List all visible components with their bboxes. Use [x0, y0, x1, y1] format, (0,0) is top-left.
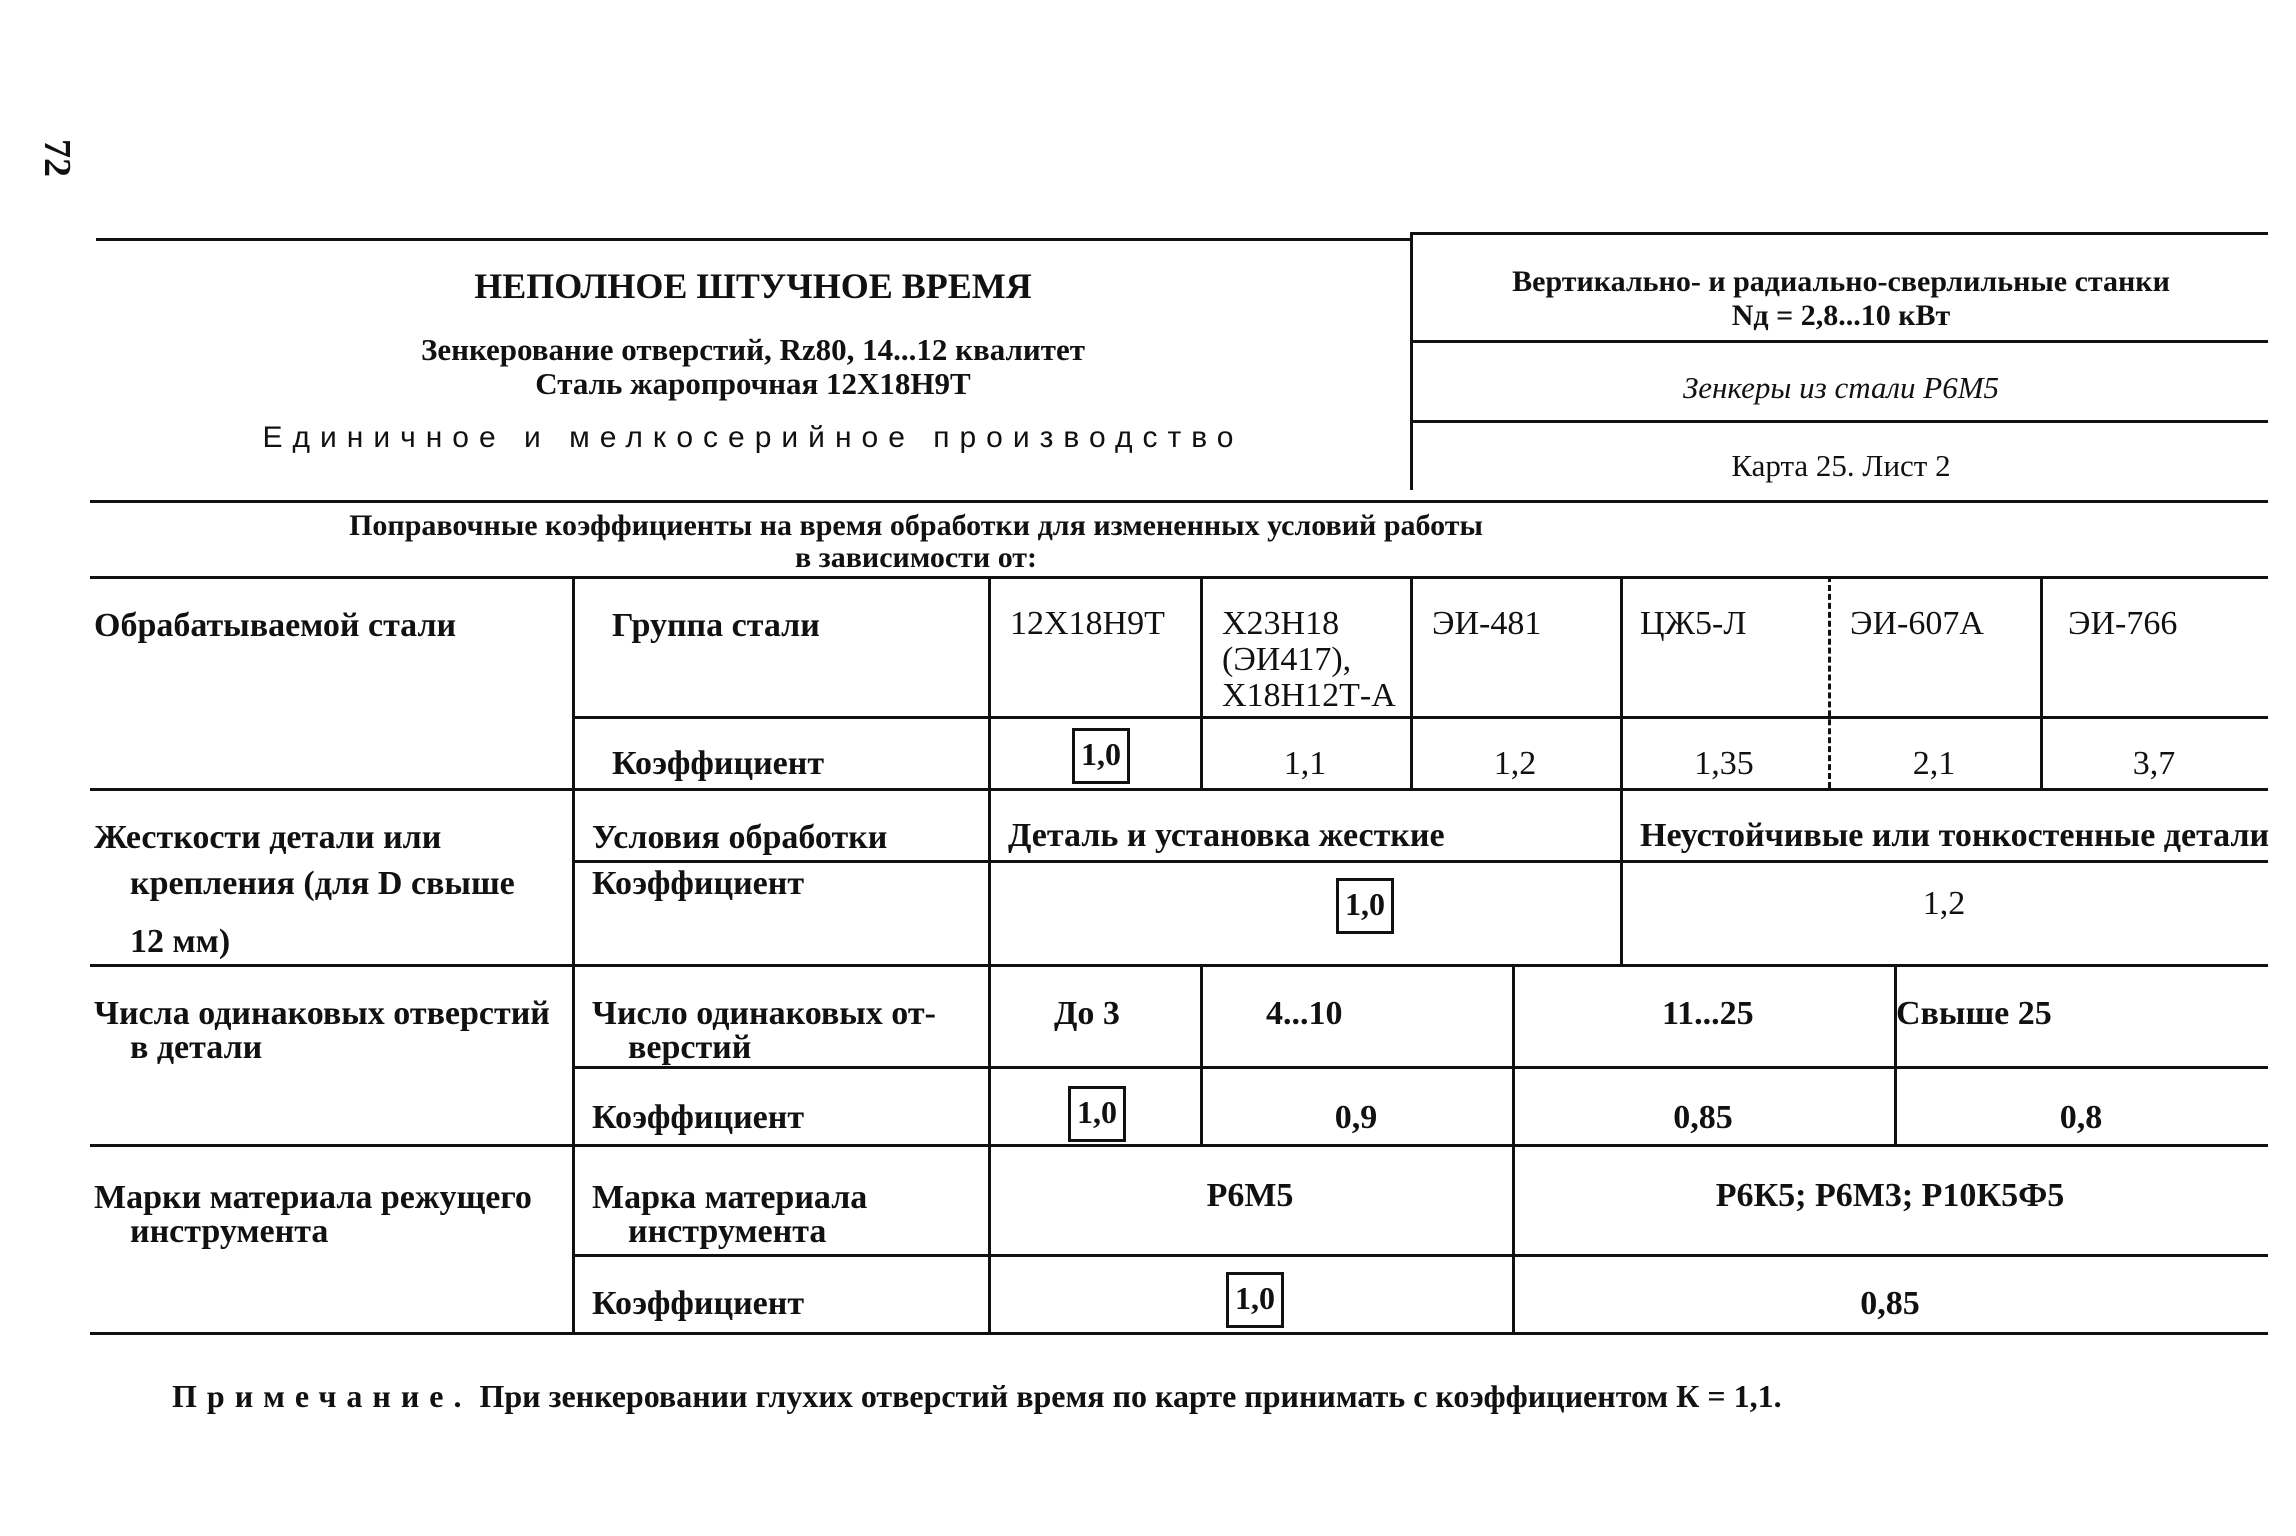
- tool-coef-label: Коэффициент: [592, 1285, 805, 1322]
- steel-group-5: ЭИ-607А: [1850, 605, 1984, 642]
- tool-grade-label-1: Марка материала: [592, 1179, 868, 1216]
- tool-grade-2: Р6К5; Р6М3; Р10К5Ф5: [1715, 1177, 2065, 1214]
- rigidity-condition-2: Неустойчивые или тонкостенные детали: [1640, 817, 2270, 854]
- rigidity-factor-line-3: 12 мм): [130, 923, 231, 960]
- header-machines-2: Nд = 2,8...10 кВт: [1731, 299, 1951, 332]
- holes-factor-line-1: Числа одинаковых отверстий: [94, 995, 550, 1032]
- holes-count-2: 4...10: [1266, 995, 1343, 1032]
- steel-coef-6: 3,7: [2132, 745, 2176, 782]
- table-title-1: Поправочные коэффициенты на время обработки для измененных условий работы: [349, 509, 1483, 542]
- steel-group-3: ЭИ-481: [1432, 605, 1542, 642]
- rigidity-factor-line-2: крепления (для D свыше: [130, 865, 515, 902]
- tool-factor-line-2: инструмента: [130, 1213, 329, 1250]
- steel-coef-5: 2,1: [1912, 745, 1956, 782]
- holes-coef-1: 1,0: [1068, 1086, 1126, 1142]
- header-divider: [1410, 232, 1413, 490]
- table-title-2: в зависимости от:: [794, 541, 1038, 574]
- tool-grade-label-2: инструмента: [628, 1213, 827, 1250]
- note-text: При зенкеровании глухих отверстий время по карте принимать с коэффициентом К = 1,1.: [479, 1378, 1782, 1414]
- header-top-rule-left: [96, 238, 1412, 241]
- holes-count-3: 11...25: [1662, 995, 1754, 1032]
- steel-group-6: ЭИ-766: [2068, 605, 2178, 642]
- holes-coef-3: 0,85: [1673, 1099, 1733, 1136]
- section-rule-1: [90, 788, 2268, 791]
- header-subtitle-2: Сталь жаропрочная 12Х18Н9Т: [535, 366, 971, 401]
- steel-div-1: [988, 576, 991, 788]
- steel-group-2b: (ЭИ417),: [1222, 641, 1352, 678]
- note-label: Примечание.: [172, 1378, 472, 1414]
- tool-div-1: [988, 1144, 991, 1334]
- page-number: 72: [36, 139, 78, 177]
- table-bottom-rule: [90, 1332, 2268, 1335]
- holes-count-4: Свыше 25: [1896, 995, 2052, 1032]
- steel-factor-label: Обрабатываемой стали: [94, 607, 457, 644]
- steel-group-2a: Х23Н18: [1222, 605, 1340, 642]
- holes-row-rule: [572, 1066, 2268, 1069]
- steel-group-1: 12Х18Н9Т: [1010, 605, 1165, 642]
- holes-div-1: [988, 964, 991, 1144]
- tool-coef-2: 0,85: [1860, 1285, 1920, 1322]
- steel-coef-4: 1,35: [1694, 745, 1754, 782]
- factor-column-divider: [572, 576, 575, 1334]
- rigidity-row-rule: [572, 860, 2268, 863]
- tool-coef-1: 1,0: [1226, 1272, 1284, 1328]
- rigidity-coef-2: 1,2: [1922, 885, 1966, 922]
- rigidity-condition-1: Деталь и установка жесткие: [1008, 817, 1445, 854]
- holes-coef-4: 0,8: [2059, 1099, 2103, 1136]
- header-rule-machines: [1412, 340, 2268, 343]
- steel-group-4: ЦЖ5-Л: [1640, 605, 1747, 642]
- note: [172, 1378, 1782, 1414]
- rigidity-factor-line-1: Жесткости детали или: [94, 819, 442, 856]
- steel-coef-2: 1,1: [1283, 745, 1327, 782]
- holes-factor-line-2: в детали: [130, 1029, 263, 1066]
- steel-group-label: Группа стали: [612, 607, 820, 644]
- holes-count-1: До 3: [1054, 995, 1120, 1032]
- header-rule-tools: [1412, 420, 2268, 423]
- tool-grade-1: Р6М5: [1206, 1177, 1294, 1214]
- steel-coef-3: 1,2: [1493, 745, 1537, 782]
- header-machines-1: Вертикально- и радиально-сверлильные станки: [1512, 265, 2170, 298]
- rigidity-div-2: [1620, 788, 1623, 964]
- header-production: Единичное и мелкосерийное производство: [262, 421, 1244, 454]
- steel-coef-1: 1,0: [1072, 728, 1130, 784]
- header-tools: Зенкеры из стали Р6М5: [1682, 370, 2000, 405]
- section-rule-2: [90, 964, 2268, 967]
- rigidity-div-1: [988, 788, 991, 964]
- rigidity-coef-label: Коэффициент: [592, 865, 805, 902]
- holes-coef-2: 0,9: [1334, 1099, 1378, 1136]
- header-subtitle-1: Зенкерование отверстий, Rz80, 14...12 квалитет: [420, 332, 1086, 367]
- tool-factor-line-1: Марки материала режущего: [94, 1179, 532, 1216]
- holes-count-label-2: верстий: [628, 1029, 752, 1066]
- header-title: НЕПОЛНОЕ ШТУЧНОЕ ВРЕМЯ: [474, 266, 1032, 306]
- steel-coef-label: Коэффициент: [612, 745, 825, 782]
- table-top-rule: [90, 500, 2268, 503]
- rigidity-coef-1: 1,0: [1336, 878, 1394, 934]
- header-top-rule-right: [1412, 232, 2268, 235]
- table-header-rule: [90, 576, 2268, 579]
- section-rule-3: [90, 1144, 2268, 1147]
- holes-count-label-1: Число одинаковых от-: [592, 995, 936, 1032]
- holes-coef-label: Коэффициент: [592, 1099, 805, 1136]
- rigidity-condition-label: Условия обработки: [592, 819, 888, 856]
- steel-row-rule: [572, 716, 2268, 719]
- steel-group-2c: Х18Н12Т-А: [1222, 677, 1396, 714]
- header-card: Карта 25. Лист 2: [1731, 448, 1951, 483]
- tool-row-rule: [572, 1254, 2268, 1257]
